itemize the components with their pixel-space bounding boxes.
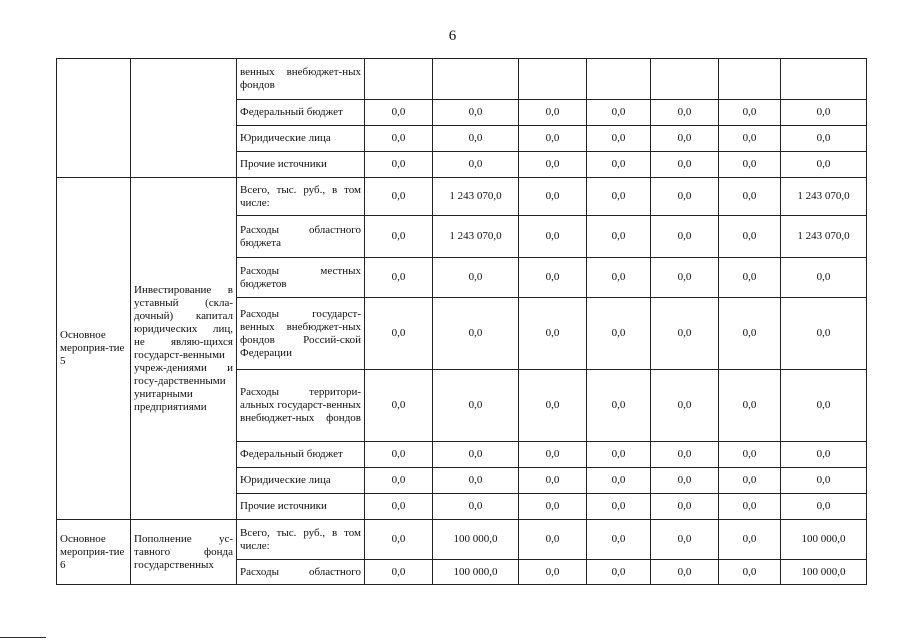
value-cell: 0,0 [587,152,651,178]
value-cell: 0,0 [519,178,587,216]
source-cell: Юридические лица [237,468,365,494]
value-cell: 0,0 [781,258,867,298]
budget-table [56,58,867,585]
value-cell: 1 243 070,0 [433,178,519,216]
source-cell: Всего, тыс. руб., в том числе: [237,178,365,216]
value-cell [519,59,587,100]
value-cell: 0,0 [719,178,781,216]
value-cell: 0,0 [781,468,867,494]
value-cell: 0,0 [651,468,719,494]
event-name-cell [131,59,237,178]
source-cell: Федеральный бюджет [237,442,365,468]
event-cell [57,59,131,178]
value-cell: 0,0 [365,100,433,126]
value-cell: 0,0 [433,258,519,298]
event-cell: Основное мероприя-тие 5 [57,178,131,520]
value-cell: 0,0 [365,152,433,178]
value-cell: 0,0 [519,152,587,178]
value-cell: 0,0 [365,126,433,152]
value-cell: 0,0 [781,442,867,468]
value-cell: 100 000,0 [433,560,519,585]
value-cell: 0,0 [587,258,651,298]
value-cell: 0,0 [365,178,433,216]
value-cell: 0,0 [587,298,651,370]
value-cell: 0,0 [719,100,781,126]
source-cell: Расходы местных бюджетов [237,258,365,298]
value-cell: 0,0 [519,560,587,585]
value-cell: 0,0 [587,178,651,216]
source-cell: Расходы территори-альных государст-венных внебюджет-ных фондов [237,370,365,442]
value-cell: 0,0 [365,298,433,370]
value-cell: 0,0 [781,370,867,442]
value-cell [365,59,433,100]
value-cell: 0,0 [651,216,719,258]
value-cell: 0,0 [781,494,867,520]
scan-edge-line [0,637,46,638]
value-cell: 0,0 [519,520,587,560]
value-cell: 0,0 [587,494,651,520]
value-cell: 0,0 [587,126,651,152]
value-cell: 0,0 [719,216,781,258]
value-cell: 0,0 [651,370,719,442]
source-cell: Всего, тыс. руб., в том числе: [237,520,365,560]
value-cell: 0,0 [719,370,781,442]
value-cell: 0,0 [781,298,867,370]
value-cell: 0,0 [781,100,867,126]
value-cell: 0,0 [519,494,587,520]
value-cell: 0,0 [433,126,519,152]
value-cell: 0,0 [651,178,719,216]
value-cell: 0,0 [651,560,719,585]
page-number: 6 [448,28,457,44]
value-cell: 0,0 [365,442,433,468]
source-cell: Федеральный бюджет [237,100,365,126]
value-cell: 0,0 [651,100,719,126]
table-row [57,59,867,100]
value-cell: 0,0 [433,370,519,442]
value-cell: 0,0 [719,468,781,494]
event-name-cell: Инвестирование в уставный (скла-дочный) капитал юридических лиц, не являю-щихся государст-венными учреж-дениями и госу-дарственными унитарными предприятиями [131,178,237,520]
value-cell: 0,0 [781,126,867,152]
value-cell: 100 000,0 [433,520,519,560]
value-cell: 1 243 070,0 [433,216,519,258]
value-cell: 0,0 [433,298,519,370]
value-cell: 0,0 [365,258,433,298]
event-cell: Основное мероприя-тие 6 [57,520,131,585]
value-cell: 0,0 [719,258,781,298]
value-cell: 0,0 [587,520,651,560]
value-cell: 0,0 [587,560,651,585]
table-row [57,520,867,560]
value-cell: 0,0 [587,370,651,442]
value-cell: 0,0 [587,216,651,258]
value-cell: 0,0 [365,560,433,585]
source-cell: Расходы областного [237,560,365,585]
value-cell: 0,0 [719,126,781,152]
value-cell: 0,0 [433,494,519,520]
value-cell: 0,0 [651,126,719,152]
value-cell: 0,0 [519,442,587,468]
value-cell: 0,0 [365,370,433,442]
source-cell: Расходы областного бюджета [237,216,365,258]
value-cell: 0,0 [519,298,587,370]
value-cell: 0,0 [587,442,651,468]
value-cell: 0,0 [587,468,651,494]
value-cell [719,59,781,100]
value-cell: 0,0 [519,216,587,258]
value-cell: 0,0 [519,126,587,152]
value-cell: 1 243 070,0 [781,216,867,258]
value-cell [781,59,867,100]
value-cell: 0,0 [519,100,587,126]
value-cell: 0,0 [433,442,519,468]
value-cell: 0,0 [719,520,781,560]
value-cell: 0,0 [433,468,519,494]
value-cell: 0,0 [651,520,719,560]
event-name-cell: Пополнение ус-тавного фонда государственных [131,520,237,585]
value-cell: 0,0 [365,468,433,494]
value-cell [651,59,719,100]
value-cell: 0,0 [651,442,719,468]
source-cell: Юридические лица [237,126,365,152]
value-cell: 0,0 [433,152,519,178]
value-cell: 0,0 [433,100,519,126]
value-cell: 0,0 [719,298,781,370]
value-cell: 0,0 [651,258,719,298]
value-cell [433,59,519,100]
value-cell: 0,0 [365,520,433,560]
value-cell: 0,0 [719,560,781,585]
value-cell: 0,0 [519,468,587,494]
value-cell: 0,0 [719,494,781,520]
value-cell: 0,0 [519,370,587,442]
value-cell: 0,0 [365,494,433,520]
value-cell [587,59,651,100]
source-cell: Прочие источники [237,494,365,520]
source-cell: Расходы государст-венных внебюджет-ных фондов Россий-ской Федерации [237,298,365,370]
value-cell: 0,0 [781,152,867,178]
table-row [57,178,867,216]
value-cell: 0,0 [651,152,719,178]
value-cell: 100 000,0 [781,520,867,560]
value-cell: 100 000,0 [781,560,867,585]
value-cell: 0,0 [365,216,433,258]
value-cell: 0,0 [651,494,719,520]
value-cell: 1 243 070,0 [781,178,867,216]
source-cell: Прочие источники [237,152,365,178]
source-cell: венных внебюджет-ных фондов [237,59,365,100]
value-cell: 0,0 [719,152,781,178]
value-cell: 0,0 [587,100,651,126]
value-cell: 0,0 [519,258,587,298]
value-cell: 0,0 [651,298,719,370]
value-cell: 0,0 [719,442,781,468]
budget-table-body [57,59,867,585]
